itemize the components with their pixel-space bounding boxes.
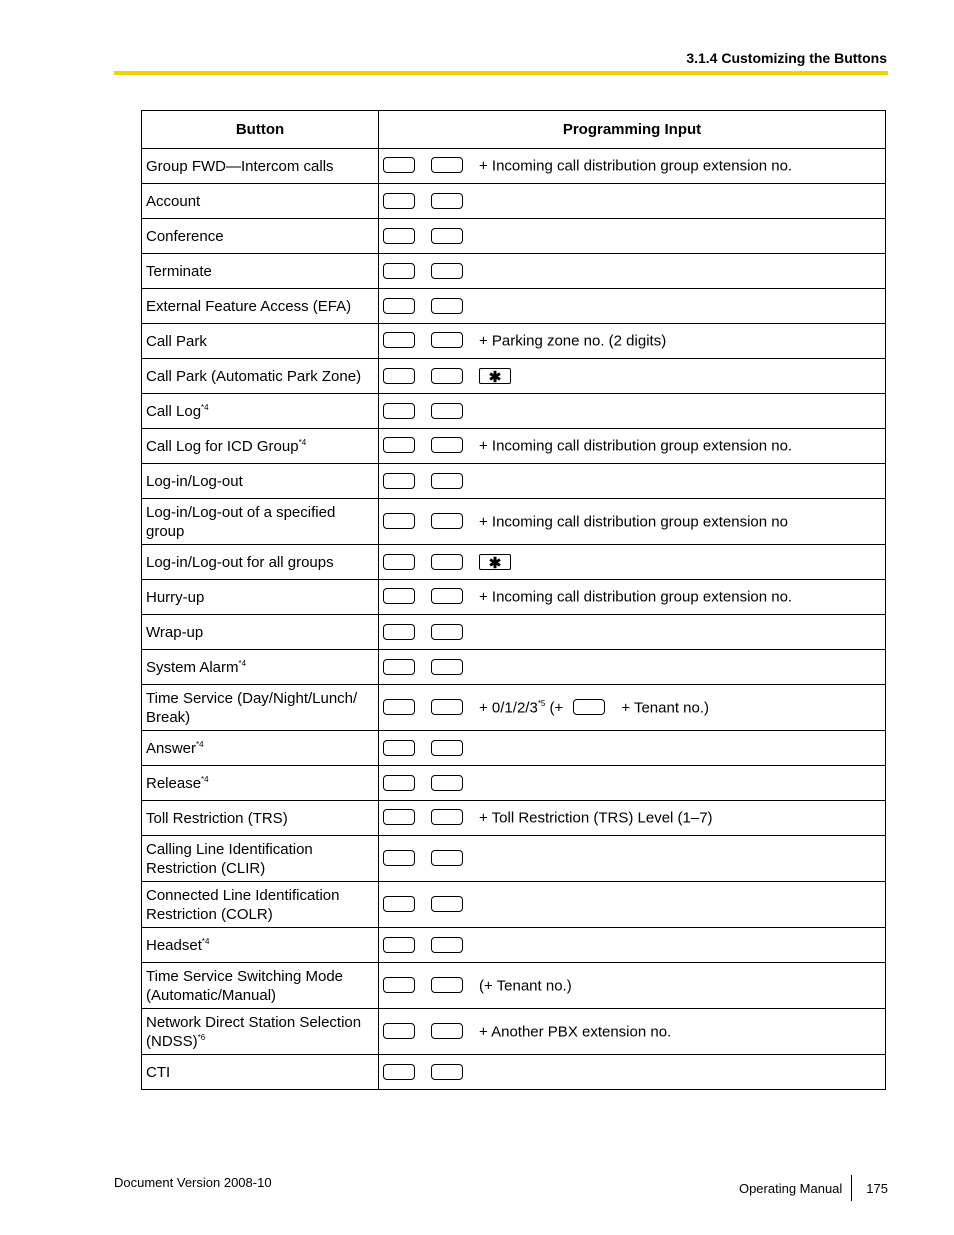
programmable-key-icon: [383, 332, 415, 348]
footnote-ref: *4: [201, 774, 209, 784]
input-text: + Incoming call distribution group extension no: [479, 513, 788, 531]
button-name-cell: [142, 882, 379, 928]
button-name-cell: [142, 766, 379, 801]
button-name-cell: [142, 928, 379, 963]
programmable-key-icon: [383, 659, 415, 675]
programmable-key-icon: [383, 809, 415, 825]
button-name: Network Direct Station Selection (NDSS): [146, 1013, 362, 1050]
button-name-cell: [142, 499, 379, 545]
programmable-key-icon: [383, 298, 415, 314]
footnote-ref: *4: [201, 402, 209, 412]
button-name: Connected Line Identification Restriction (COLR): [146, 886, 340, 923]
table-row: [142, 650, 886, 685]
button-name: Conference: [146, 227, 224, 245]
button-name-cell: [142, 731, 379, 766]
programming-input-cell: [379, 685, 886, 731]
input-text: + Tenant no.): [621, 699, 710, 717]
button-name-cell: [142, 801, 379, 836]
programmable-key-icon: [431, 809, 463, 825]
button-name: Time Service (Day/Night/Lunch/ Break): [146, 689, 358, 726]
programming-input-cell: [379, 254, 886, 289]
button-name-cell: [142, 580, 379, 615]
programming-input-cell: [379, 219, 886, 254]
footnote-ref: *4: [201, 936, 210, 946]
programmable-key-icon: [431, 263, 463, 279]
programmable-key-icon: [431, 298, 463, 314]
programmable-key-icon: [383, 513, 415, 529]
table-row: [142, 359, 886, 394]
table-row: [142, 545, 886, 580]
programming-input-cell: [379, 394, 886, 429]
button-name: Log-in/Log-out: [146, 472, 243, 490]
programmable-key-icon: [431, 588, 463, 604]
button-name-cell: [142, 836, 379, 882]
input-text: + Incoming call distribution group extension no.: [479, 157, 793, 175]
button-name: CTI: [146, 1063, 171, 1081]
programmable-key-icon: [431, 1023, 463, 1039]
programming-input-cell: [379, 429, 886, 464]
programming-input-cell: [379, 928, 886, 963]
table-row: [142, 685, 886, 731]
footer-right: [739, 1175, 888, 1201]
programmable-key-icon: [383, 740, 415, 756]
table-row: [142, 1009, 886, 1055]
table-row: [142, 219, 886, 254]
table-row: [142, 1055, 886, 1090]
programmable-key-icon: [383, 403, 415, 419]
programming-input-cell: [379, 149, 886, 184]
programming-input-cell: [379, 289, 886, 324]
programmable-key-icon: [431, 977, 463, 993]
table-header-row: [142, 111, 886, 149]
programmable-key-icon: [383, 1064, 415, 1080]
table-row: [142, 254, 886, 289]
programming-input-cell: [379, 650, 886, 685]
button-name: Call Log for ICD Group: [146, 437, 299, 455]
star-key-icon: ✱: [479, 554, 511, 570]
button-name: Terminate: [146, 262, 212, 280]
programmable-key-icon: [383, 775, 415, 791]
programmable-key-icon: [431, 554, 463, 570]
input-text: + 0/1/2/3: [479, 699, 538, 717]
table-row: [142, 289, 886, 324]
programmable-key-icon: [431, 1064, 463, 1080]
table-row: [142, 394, 886, 429]
button-name: Call Log: [146, 402, 202, 420]
button-name: Toll Restriction (TRS): [146, 809, 288, 827]
button-name: Calling Line Identification Restriction (CLIR): [146, 840, 313, 877]
programming-input-cell: [379, 1009, 886, 1055]
programmable-key-icon: [383, 896, 415, 912]
programmable-key-icon: [431, 850, 463, 866]
button-name: Answer: [146, 739, 197, 757]
button-name-cell: [142, 219, 379, 254]
button-name-cell: [142, 184, 379, 219]
programmable-key-icon: [431, 193, 463, 209]
footnote-ref: *4: [238, 658, 247, 668]
button-name: Account: [146, 192, 201, 210]
button-name-cell: [142, 545, 379, 580]
programming-input-cell: [379, 545, 886, 580]
column-header-programming-input: Programming Input: [379, 111, 886, 149]
footer-divider: [851, 1175, 852, 1201]
table-row: [142, 836, 886, 882]
programmable-key-icon: [431, 740, 463, 756]
button-name-cell: [142, 685, 379, 731]
programmable-key-icon: [431, 513, 463, 529]
programmable-key-icon: [383, 977, 415, 993]
button-name: Hurry-up: [146, 588, 205, 606]
programmable-key-icon: [431, 659, 463, 675]
button-name-cell: [142, 254, 379, 289]
table-row: [142, 801, 886, 836]
programming-input-cell: [379, 359, 886, 394]
button-name: Time Service Switching Mode (Automatic/Manual): [146, 967, 344, 1004]
programming-input-cell: [379, 324, 886, 359]
button-name-cell: [142, 650, 379, 685]
table-row: [142, 731, 886, 766]
button-name: System Alarm: [146, 658, 239, 676]
table-row: [142, 766, 886, 801]
programmable-key-icon: [431, 624, 463, 640]
table-row: [142, 324, 886, 359]
input-text: + Another PBX extension no.: [479, 1023, 672, 1041]
table-row: [142, 963, 886, 1009]
column-header-button: Button: [142, 111, 379, 149]
header-rule: [114, 71, 888, 75]
star-key-icon: ✱: [479, 368, 511, 384]
programming-input-cell: [379, 731, 886, 766]
button-name-cell: [142, 359, 379, 394]
button-name-cell: [142, 1009, 379, 1055]
input-text: + Incoming call distribution group extension no.: [479, 437, 793, 455]
programming-input-cell: [379, 963, 886, 1009]
input-text: (+: [545, 699, 564, 717]
programmable-key-icon: [383, 228, 415, 244]
programmable-key-icon: [573, 699, 605, 715]
programmable-key-icon: [431, 896, 463, 912]
programmable-key-icon: [383, 368, 415, 384]
programming-input-cell: [379, 464, 886, 499]
button-programming-table: [141, 110, 886, 1090]
programmable-key-icon: [383, 937, 415, 953]
button-name: Wrap-up: [146, 623, 204, 641]
programmable-key-icon: [383, 473, 415, 489]
programmable-key-icon: [431, 368, 463, 384]
table-row: [142, 615, 886, 650]
footnote-ref: *4: [298, 437, 307, 447]
programming-input-cell: [379, 766, 886, 801]
programming-input-cell: [379, 1055, 886, 1090]
button-name: Release: [146, 774, 202, 792]
table-row: [142, 499, 886, 545]
footnote-ref: *6: [197, 1032, 206, 1042]
table-row: [142, 882, 886, 928]
footnote-ref: *5: [537, 698, 546, 708]
button-name-cell: [142, 149, 379, 184]
button-name: Log-in/Log-out for all groups: [146, 553, 334, 571]
programmable-key-icon: [383, 588, 415, 604]
programmable-key-icon: [383, 699, 415, 715]
button-name-cell: [142, 429, 379, 464]
programmable-key-icon: [431, 473, 463, 489]
button-name-cell: [142, 324, 379, 359]
programming-input-cell: [379, 615, 886, 650]
programmable-key-icon: [431, 775, 463, 791]
programmable-key-icon: [431, 437, 463, 453]
table-row: [142, 580, 886, 615]
button-name: External Feature Access (EFA): [146, 297, 352, 315]
button-name-cell: [142, 615, 379, 650]
button-name: Headset: [146, 936, 202, 954]
table-row: [142, 184, 886, 219]
table-row: [142, 464, 886, 499]
programming-input-cell: [379, 836, 886, 882]
table-row: [142, 429, 886, 464]
page-number: 175: [866, 1180, 888, 1196]
programming-input-cell: [379, 882, 886, 928]
programmable-key-icon: [383, 554, 415, 570]
programming-input-cell: [379, 580, 886, 615]
button-name-cell: [142, 1055, 379, 1090]
input-text: + Toll Restriction (TRS) Level (1–7): [479, 809, 713, 827]
programmable-key-icon: [431, 403, 463, 419]
table-body: [142, 149, 886, 1090]
section-title: 3.1.4 Customizing the Buttons: [686, 50, 887, 66]
button-name-cell: [142, 464, 379, 499]
programmable-key-icon: [383, 193, 415, 209]
button-name: Call Park (Automatic Park Zone): [146, 367, 362, 385]
programmable-key-icon: [383, 1023, 415, 1039]
programming-input-cell: [379, 801, 886, 836]
programmable-key-icon: [383, 437, 415, 453]
programmable-key-icon: [431, 937, 463, 953]
programmable-key-icon: [431, 332, 463, 348]
footnote-ref: *4: [196, 739, 204, 749]
manual-name: Operating Manual: [738, 1180, 843, 1196]
programmable-key-icon: [383, 850, 415, 866]
document-version: Document Version 2008-10: [114, 1175, 272, 1190]
programmable-key-icon: [383, 157, 415, 173]
button-name: Call Park: [146, 332, 207, 350]
programmable-key-icon: [431, 157, 463, 173]
programmable-key-icon: [431, 699, 463, 715]
programmable-key-icon: [383, 624, 415, 640]
button-name-cell: [142, 963, 379, 1009]
button-name: Group FWD—Intercom calls: [146, 157, 334, 175]
programmable-key-icon: [383, 263, 415, 279]
button-name-cell: [142, 394, 379, 429]
input-text: + Incoming call distribution group extension no.: [479, 588, 793, 606]
programming-input-cell: [379, 499, 886, 545]
table-row: [142, 149, 886, 184]
button-name-cell: [142, 289, 379, 324]
input-text: + Parking zone no. (2 digits): [479, 332, 667, 350]
programmable-key-icon: [431, 228, 463, 244]
button-name: Log-in/Log-out of a specified group: [146, 503, 336, 540]
programming-input-cell: [379, 184, 886, 219]
input-text: (+ Tenant no.): [479, 977, 572, 995]
table-row: [142, 928, 886, 963]
